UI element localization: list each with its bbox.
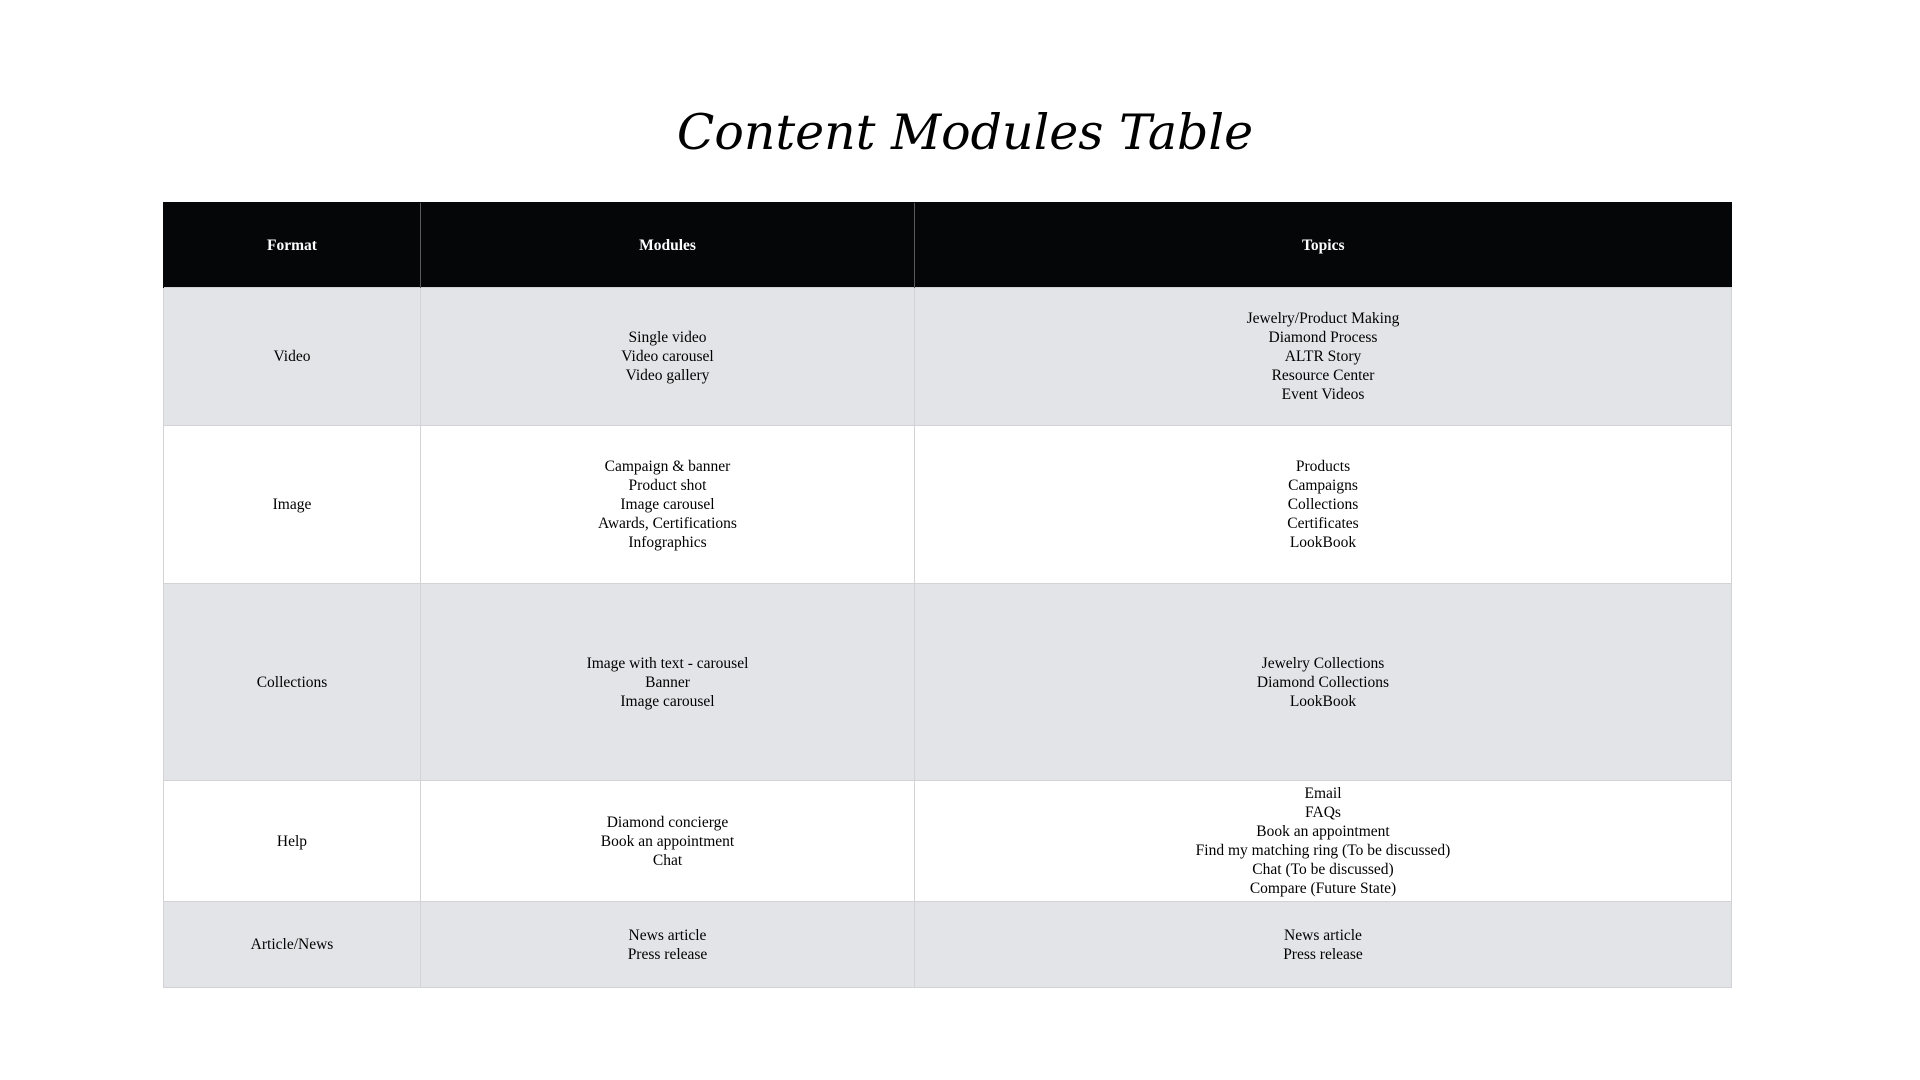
modules-cell (421, 426, 915, 584)
topics-cell (915, 426, 1732, 584)
topic-item: Find my matching ring (To be discussed) (1195, 842, 1451, 859)
table-row-article-news (164, 902, 1732, 988)
format-cell: Video (164, 288, 421, 426)
header-format: Format (164, 203, 421, 288)
topic-item: LookBook (1289, 692, 1357, 710)
header-topics: Topics (915, 203, 1732, 288)
module-item: Infographics (628, 534, 707, 551)
format-cell: Image (164, 426, 421, 584)
module-item: Image with text - carousel (586, 654, 749, 672)
module-item: Image carousel (620, 496, 715, 513)
page-title: Content Modules Table (676, 104, 1254, 161)
topic-item: ALTR Story (1284, 348, 1362, 365)
topic-item: FAQs (1305, 804, 1341, 821)
topic-item: Diamond Process (1268, 329, 1378, 346)
module-item: Awards, Certifications (598, 515, 737, 532)
module-item: Banner (645, 673, 690, 691)
topic-item: Chat (To be discussed) (1252, 861, 1394, 878)
format-cell: Article/News (164, 902, 421, 988)
module-item: Single video (628, 329, 707, 346)
topic-item: Campaigns (1288, 477, 1358, 494)
topic-item: Book an appointment (1256, 823, 1390, 840)
topic-item: Email (1304, 785, 1342, 802)
format-cell: Collections (164, 584, 421, 781)
topics-cell (915, 288, 1732, 426)
module-item: Book an appointment (600, 832, 735, 850)
topic-item: Collections (1287, 496, 1359, 513)
topic-item: LookBook (1289, 534, 1357, 551)
topic-item: Jewelry/Product Making (1246, 310, 1400, 327)
table-row-image (164, 426, 1732, 584)
module-item: Press release (627, 945, 708, 963)
module-item: Diamond concierge (606, 813, 729, 831)
modules-cell (421, 781, 915, 902)
modules-cell (421, 288, 915, 426)
topic-item: Event Videos (1281, 386, 1365, 403)
content-modules-table (163, 202, 1732, 988)
topic-item: Compare (Future State) (1249, 880, 1397, 897)
topic-item: Diamond Collections (1256, 673, 1390, 691)
topics-cell (915, 584, 1732, 781)
topic-item: News article (1284, 926, 1362, 944)
table-row-collections (164, 584, 1732, 781)
module-item: Video carousel (621, 348, 714, 365)
module-item: Product shot (628, 477, 707, 494)
topics-cell (915, 781, 1732, 902)
module-item: Campaign & banner (604, 458, 731, 475)
module-item: Chat (652, 851, 683, 869)
module-item: Video gallery (625, 367, 710, 384)
format-cell: Help (164, 781, 421, 902)
topic-item: Certificates (1287, 515, 1359, 532)
topic-item: Jewelry Collections (1261, 654, 1385, 672)
topic-item: Press release (1283, 945, 1363, 963)
table-header-row (164, 203, 1732, 288)
table-row-video (164, 288, 1732, 426)
module-item: News article (628, 926, 707, 944)
topics-cell (915, 902, 1732, 988)
module-item: Image carousel (620, 692, 715, 710)
modules-cell (421, 584, 915, 781)
header-modules: Modules (421, 203, 915, 288)
topic-item: Products (1295, 458, 1351, 475)
topic-item: Resource Center (1271, 367, 1375, 384)
table-row-help (164, 781, 1732, 902)
modules-cell (421, 902, 915, 988)
